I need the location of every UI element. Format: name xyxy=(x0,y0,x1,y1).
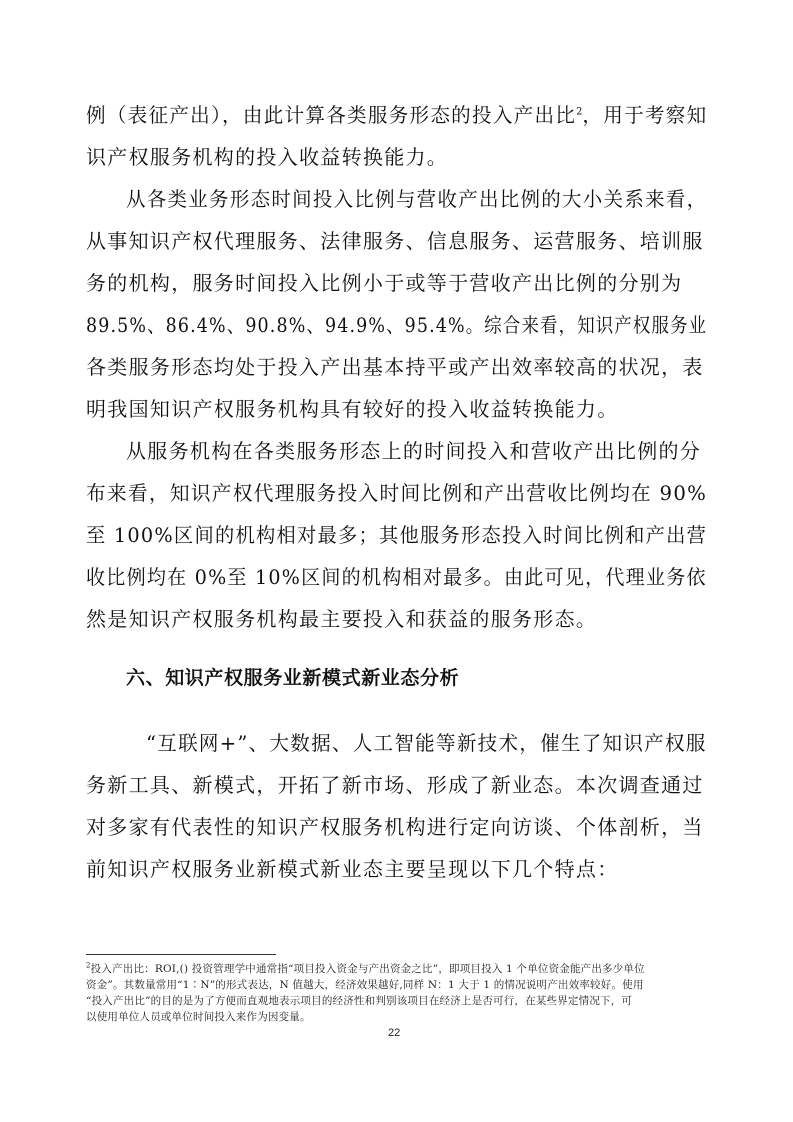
page-number: 22 xyxy=(388,1027,401,1039)
paragraph-2-line-6: 明我国知识产权服务机构具有较好的投入收益转换能力。 xyxy=(86,397,619,421)
paragraph-3-line-3: 至 100%区间的机构相对最多；其他服务形态投入时间比例和产出营 xyxy=(86,523,708,547)
paragraph-4-line-4: 前知识产权服务业新模式新业态主要呈现以下几个特点： xyxy=(86,857,619,881)
paragraph-3-line-4: 收比例均在 0%至 10%区间的机构相对最多。由此可见，代理业务依 xyxy=(86,565,707,589)
paragraph-1-line-1 xyxy=(86,103,707,127)
paragraph-2-line-2: 从事知识产权代理服务、法律服务、信息服务、运营服务、培训服 xyxy=(86,229,704,253)
paragraph-2-line-5: 各类服务形态均处于投入产出基本持平或产出效率较高的状况，表 xyxy=(86,355,704,379)
paragraph-4-line-2: 务新工具、新模式，开拓了新市场、形成了新业态。本次调查通过 xyxy=(86,773,704,797)
section-heading: 六、知识产权服务业新模式新业态分析 xyxy=(126,667,460,689)
paragraph-3-line-2: 布来看，知识产权代理服务投入时间比例和产出营收比例均在 90% xyxy=(86,481,708,505)
footnote-line-4: 以使用单位人员或单位时间投入来作为因变量。 xyxy=(86,1011,311,1023)
paragraph-1-line-2: 识产权服务机构的投入收益转换能力。 xyxy=(86,145,449,169)
footnote-text-1: 投入产出比：ROI,() 投资管理学中通常指“项目投入资金与产出资金之比”，即项目投入 1 个单位资金能产出多少单位 xyxy=(90,963,645,975)
footnote-line-1 xyxy=(86,962,645,976)
paragraph-4-line-3: 对多家有代表性的知识产权服务机构进行定向访谈、个体剖析，当 xyxy=(86,815,704,839)
paragraph-3-line-5: 然是知识产权服务机构最主要投入和获益的服务形态。 xyxy=(86,607,598,631)
footnote-marker: 2 xyxy=(86,961,91,970)
footnote-reference[interactable]: 2 xyxy=(576,106,583,118)
footnote-divider xyxy=(86,954,276,955)
paragraph-2-line-4: 89.5%、86.4%、90.8%、94.9%、95.4%。综合来看，知识产权服务业 xyxy=(86,313,708,337)
paragraph-4-line-1: “互联网+”、大数据、人工智能等新技术，催生了知识产权服 xyxy=(146,731,707,755)
paragraph-3-line-1: 从服务机构在各类服务形态上的时间投入和营收产出比例的分 xyxy=(126,439,702,463)
paragraph-1-text-tail: ，用于考察知 xyxy=(582,103,708,127)
paragraph-2-line-1: 从各类业务形态时间投入比例与营收产出比例的大小关系来看， xyxy=(126,187,708,211)
footnote-line-3: “投入产出比”的目的是为了方便而直观地表示项目的经济性和判别该项目在经济上是否可行，在某些界定情况下，可 xyxy=(86,995,633,1007)
footnote-line-2: 资金”。其数量常用“1∶N”的形式表达，N 值越大，经济效果越好,同样 N：1 大于 1 的情况说明产出效率较好。使用 xyxy=(86,979,644,991)
paragraph-2-line-3: 务的机构，服务时间投入比例小于或等于营收产出比例的分别为 xyxy=(86,271,683,295)
paragraph-1-text: 例（表征产出），由此计算各类服务形态的投入产出比 xyxy=(86,103,577,127)
